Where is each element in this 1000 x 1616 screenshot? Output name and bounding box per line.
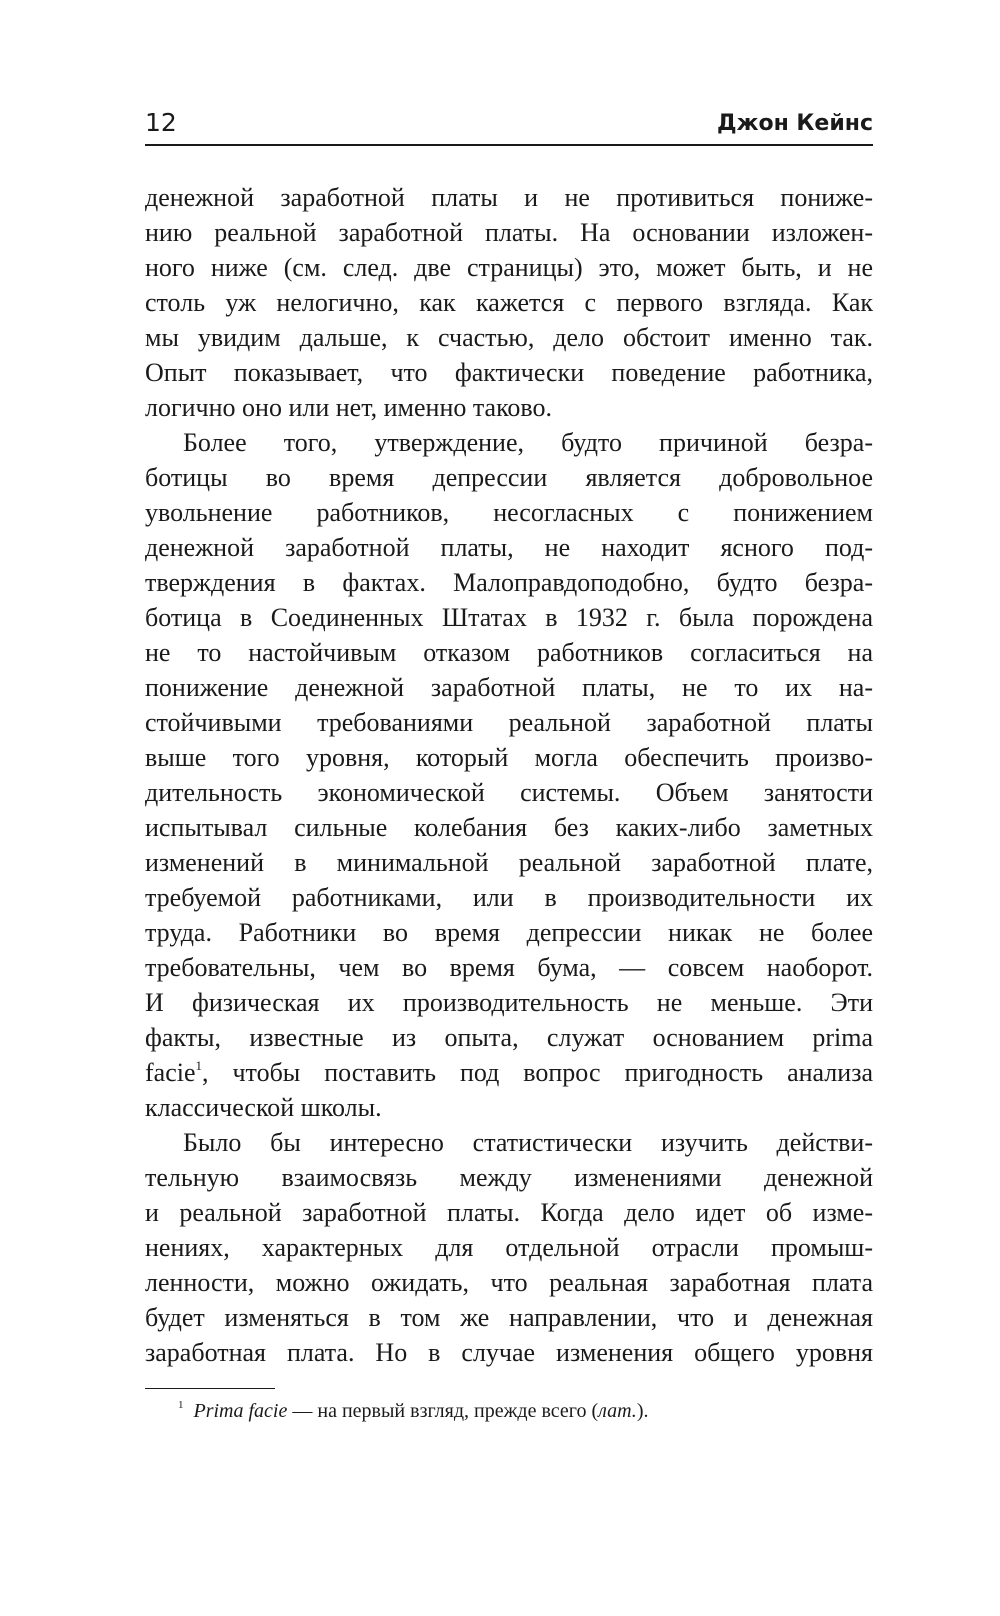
text-line: и реальной заработной платы. Когда дело идет об изме- xyxy=(145,1198,873,1227)
text-line: дительность экономической системы. Объем занятости xyxy=(145,778,873,807)
text-fragment: facie xyxy=(145,1058,196,1087)
footnote-marker: 1 xyxy=(178,1399,184,1411)
text-line-with-footnote-ref xyxy=(145,1055,873,1090)
text-line: Опыт показывает, что фактически поведение работника, xyxy=(145,358,873,387)
text-line: мы увидим дальше, к счастью, дело обстоит именно так. xyxy=(145,323,873,352)
text-line: стойчивыми требованиями реальной заработной платы xyxy=(145,708,873,737)
text-line: Более того, утверждение, будто причиной безра- xyxy=(183,428,873,457)
text-line: будет изменяться в том же направлении, что и денежная xyxy=(145,1303,873,1332)
text-line: ботица в Соединенных Штатах в 1932 г. была порождена xyxy=(145,603,873,632)
text-line: тверждения в фактах. Малоправдоподобно, будто безра- xyxy=(145,568,873,597)
footnote-text: — на первый взгляд, прежде всего ( xyxy=(287,1400,599,1422)
text-line: нениях, характерных для отдельной отрасли промыш- xyxy=(145,1233,873,1262)
text-line: тельную взаимосвязь между изменениями денежной xyxy=(145,1163,873,1192)
text-line: увольнение работников, несогласных с понижением xyxy=(145,498,873,527)
text-line: денежной заработной платы и не противиться пониже- xyxy=(145,183,873,212)
footnote-reference: 1 xyxy=(195,1058,203,1073)
text-line: испытывал сильные колебания без каких-либо заметных xyxy=(145,813,873,842)
text-line: изменений в минимальной реальной заработной плате, xyxy=(145,848,873,877)
page-number: 12 xyxy=(145,108,177,137)
text-line: нию реальной заработной платы. На основании изложен- xyxy=(145,218,873,247)
paragraph-3 xyxy=(145,1125,873,1370)
running-head-author: Джон Кейнс xyxy=(716,111,873,136)
text-line: труда. Работники во время депрессии никак не более xyxy=(145,918,873,947)
paragraph-1 xyxy=(145,180,873,425)
text-line: требуемой работниками, или в производительности их xyxy=(145,883,873,912)
footnote-text-end: ). xyxy=(636,1400,649,1422)
text-line: выше того уровня, который могла обеспечить произво- xyxy=(145,743,873,772)
text-line: ленности, можно ожидать, что реальная заработная плата xyxy=(145,1268,873,1297)
text-line: заработная плата. Но в случае изменения общего уровня xyxy=(145,1338,873,1367)
body-text xyxy=(145,180,873,1370)
text-line: столь уж нелогично, как кажется с первого взгляда. Как xyxy=(145,288,873,317)
footnote-language: лат. xyxy=(598,1400,637,1422)
text-line: ботицы во время депрессии является добровольное xyxy=(145,463,873,492)
paragraph-2 xyxy=(145,425,873,1125)
text-line: классической школы. xyxy=(145,1093,382,1122)
footnote-divider xyxy=(145,1388,275,1389)
text-line: факты, известные из опыта, служат основанием prima xyxy=(145,1023,873,1052)
text-line: логично оно или нет, именно таково. xyxy=(145,393,552,422)
page-header xyxy=(145,104,873,146)
footnote-term: Prima facie xyxy=(193,1400,288,1422)
text-line: ного ниже (см. след. две страницы) это, может быть, и не xyxy=(145,253,873,282)
text-line: денежной заработной платы, не находит ясного под- xyxy=(145,533,873,562)
text-line: не то настойчивым отказом работников согласиться на xyxy=(145,638,873,667)
text-line: требовательны, чем во время бума, — совсем наоборот. xyxy=(145,953,873,982)
text-fragment: , чтобы поставить под вопрос пригодность анализа xyxy=(202,1058,873,1087)
text-line: Было бы интересно статистически изучить действи- xyxy=(183,1128,873,1157)
footnote xyxy=(178,1398,648,1424)
text-line: И физическая их производительность не меньше. Эти xyxy=(145,988,873,1017)
text-line: понижение денежной заработной платы, не то их на- xyxy=(145,673,873,702)
